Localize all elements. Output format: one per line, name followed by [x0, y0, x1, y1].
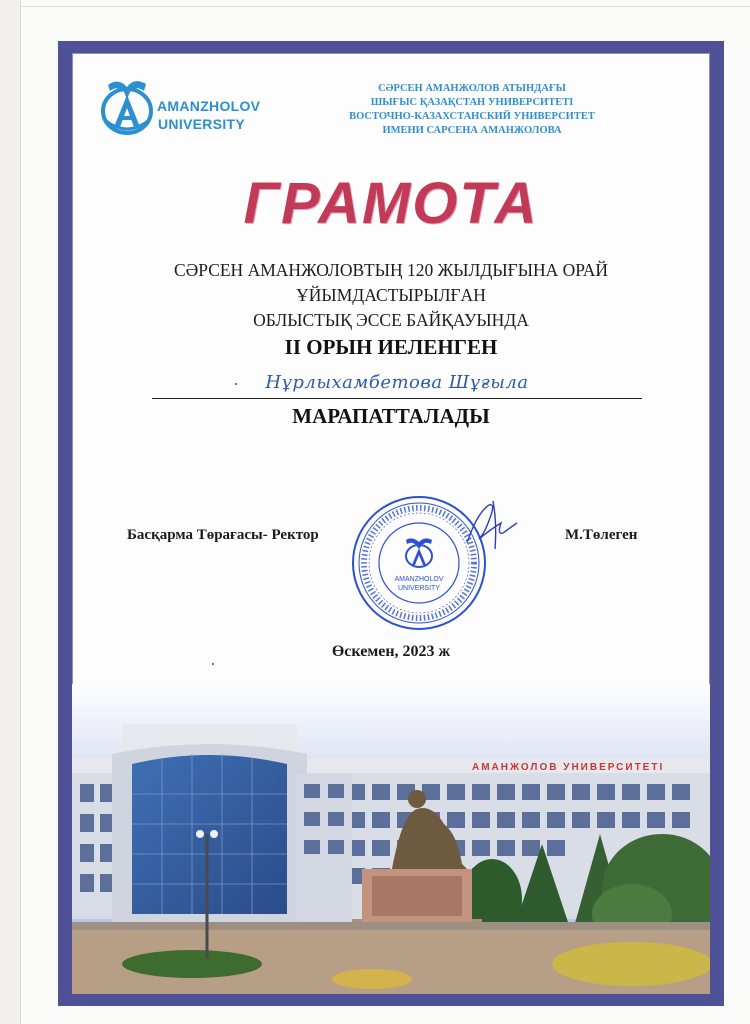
certificate-body	[72, 258, 710, 333]
city-and-year: Өскемен, 2023 ж	[331, 643, 451, 660]
place-awarded: II ОРЫН ИЕЛЕНГЕН	[284, 335, 498, 359]
university-logo-icon	[100, 75, 158, 137]
body-line-1: СӘРСЕН АМАНЖОЛОВТЫҢ 120 ЖЫЛДЫҒЫНА ОРАЙ	[173, 260, 609, 280]
logo-wordmark-bottom: UNIVERSITY	[158, 116, 246, 132]
scan-speck	[235, 383, 237, 385]
university-name	[322, 82, 622, 138]
logo-year: 1952	[117, 129, 131, 135]
paper-edge	[20, 6, 750, 7]
recipient-name: Нұрлыхамбетова Шұғыла	[265, 372, 529, 393]
awarded-text: МАРАПАТТАЛАДЫ	[292, 404, 490, 428]
body-line-2: ҰЙЫМДАСТЫРЫЛҒАН	[296, 285, 486, 305]
signatory-name: М.Төлеген	[565, 527, 638, 543]
building-sign: АМАНЖОЛОВ УНИВЕРСИТЕТІ	[472, 762, 665, 773]
certificate	[58, 41, 724, 1006]
body-line-3: ОБЛЫСТЫҚ ЭССЕ БАЙҚАУЫНДА	[253, 310, 529, 330]
certificate-title: ГРАМОТА	[243, 171, 539, 236]
handwritten-signature	[457, 493, 527, 563]
campus-photo	[72, 684, 710, 994]
scan-speck	[212, 663, 214, 665]
signatory-position: Басқарма Төрағасы- Ректор	[127, 527, 319, 543]
stamp-word1: AMANZHOLOV	[394, 576, 444, 583]
stamp-word2: UNIVERSITY	[397, 585, 441, 592]
recipient-line	[152, 366, 642, 399]
university-name-ru-2: ИМЕНИ САРСЕНА АМАНЖОЛОВА	[382, 125, 562, 136]
stamp-logo-icon	[406, 538, 432, 567]
university-name-kz-2: ШЫҒЫС ҚАЗАҚСТАН УНИВЕРСИТЕТІ	[370, 97, 574, 108]
logo-wordmark-top: AMANZHOLOV	[157, 98, 261, 114]
university-name-ru-1: ВОСТОЧНО-КАЗАХСТАНСКИЙ УНИВЕРСИТЕТ	[349, 111, 595, 122]
university-logo	[100, 75, 261, 140]
university-name-kz-1: СӘРСЕН АМАНЖОЛОВ АТЫНДАҒЫ	[378, 83, 566, 94]
